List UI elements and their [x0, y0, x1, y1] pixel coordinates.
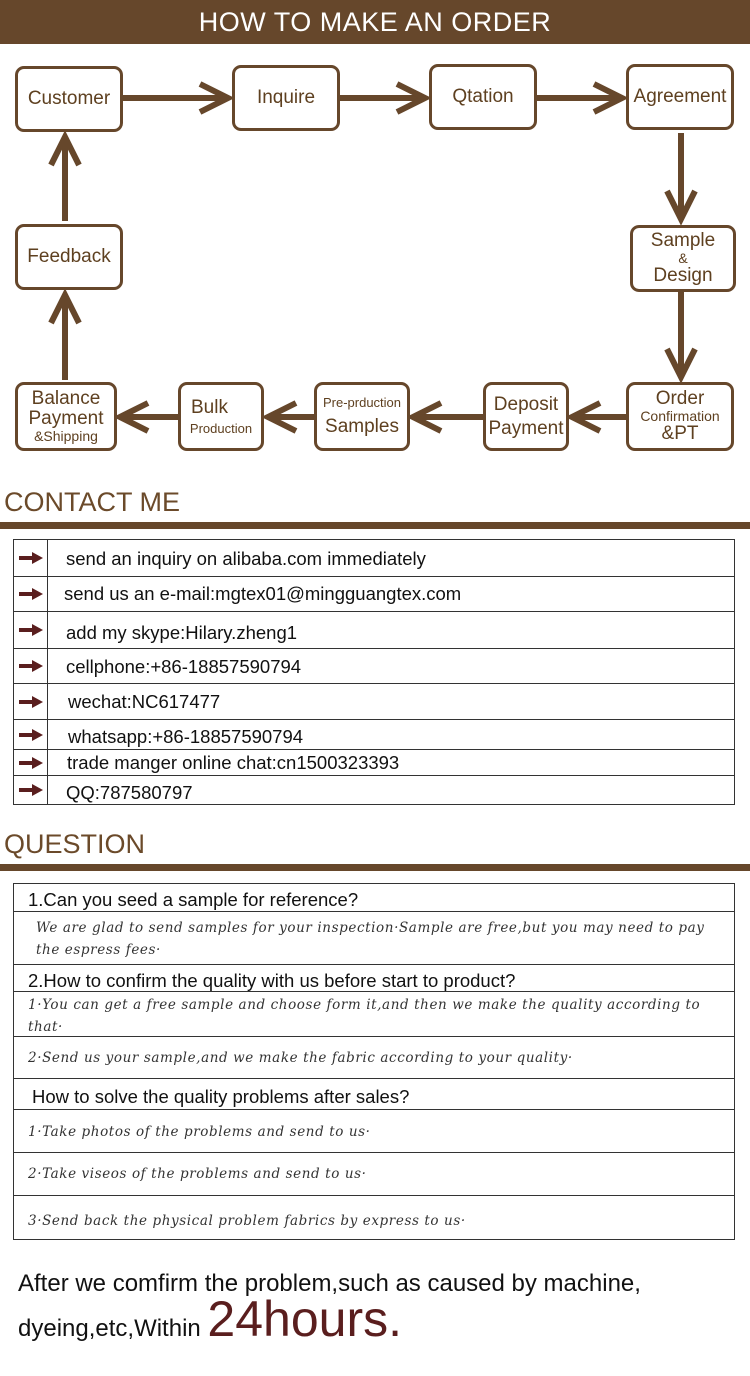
faq-answer-row [14, 1037, 734, 1079]
footer-line-2-prefix: dyeing,etc,Within [18, 1315, 208, 1342]
flow-step-deposit-payment [483, 382, 569, 451]
arrow-right-icon [19, 784, 43, 796]
faq-answer-3-1: 1·Take photos of the problems and send to us· [28, 1124, 371, 1140]
contact-bullet [14, 684, 48, 719]
contact-cellphone[interactable]: cellphone:+86-18857590794 [66, 656, 302, 677]
faq-answer-2-2: 2·Send us your sample,and we make the fabric according to your quality· [28, 1050, 573, 1066]
flow-step-label: Qtation [452, 86, 514, 108]
faq-question-1: 1.Can you seed a sample for reference? [28, 889, 359, 910]
arrow-right-icon [19, 588, 43, 600]
flow-step-label: Customer [27, 88, 111, 110]
faq-question-row [14, 884, 734, 912]
flow-step-label: Production [189, 420, 253, 436]
flow-step-feedback [15, 224, 123, 290]
flow-step-label: Feedback [27, 246, 111, 268]
faq-answer-2-1: 1·You can get a free sample and choose form it,and then we make the quality according to that· [28, 997, 701, 1035]
contact-wechat[interactable]: wechat:NC617477 [68, 691, 221, 712]
contact-whatsapp[interactable]: whatsapp:+86-18857590794 [68, 726, 304, 747]
contact-email[interactable]: send us an e-mail:mgtex01@mingguangtex.com [64, 583, 462, 604]
contact-table [13, 539, 735, 805]
faq-question-row [14, 965, 734, 992]
faq-answer-1: We are glad to send samples for your inspection·Sample are free,but you may need to pay the espress fees· [36, 920, 705, 958]
contact-row [14, 720, 734, 750]
flow-step-label: &PT [661, 422, 699, 444]
contact-row [14, 612, 734, 649]
footer-suffix: . [388, 1291, 403, 1347]
flow-step-label: Pre-prduction [322, 394, 402, 410]
contact-skype[interactable]: add my skype:Hilary.zheng1 [66, 622, 298, 643]
flow-step-label: Bulk [191, 396, 228, 418]
question-rule [0, 864, 750, 871]
flow-step-label: Design [653, 264, 713, 286]
footer-line-1: After we comfirm the problem,such as caused by machine, [18, 1270, 641, 1297]
flow-step-label: Agreement [633, 86, 727, 108]
flow-step-agreement [626, 64, 734, 130]
flow-step-bulk-production [178, 382, 264, 451]
faq-answer-row [14, 1110, 734, 1153]
arrow-right-icon [19, 552, 43, 564]
arrow-right-icon [19, 624, 43, 636]
contact-alibaba-inquiry[interactable]: send an inquiry on alibaba.com immediately [66, 548, 426, 569]
faq-answer-row [14, 912, 734, 965]
flow-step-label: Sample [650, 230, 716, 252]
contact-bullet [14, 577, 48, 611]
contact-row [14, 684, 734, 720]
faq-table [13, 883, 735, 1240]
contact-bullet [14, 649, 48, 683]
arrow-right-icon [19, 660, 43, 672]
flow-step-inquire [232, 65, 340, 131]
contact-bullet [14, 776, 48, 804]
flow-step-label: Order [655, 388, 705, 410]
flow-step-label: & [678, 250, 688, 267]
faq-answer-row [14, 1196, 734, 1239]
contact-row [14, 649, 734, 684]
contact-row [14, 540, 734, 577]
contact-bullet [14, 720, 48, 749]
faq-question-row [14, 1079, 734, 1110]
flow-step-label: &Shipping [34, 428, 98, 445]
contact-qq[interactable]: QQ:787580797 [66, 782, 193, 803]
footer-line-2 [18, 1290, 402, 1348]
faq-answer-row [14, 992, 734, 1037]
flow-step-quotation [429, 64, 537, 130]
footer-highlight: 24hours [207, 1291, 389, 1347]
contact-title: CONTACT ME [4, 487, 181, 517]
contact-row [14, 750, 734, 776]
flow-step-label: Balance [31, 388, 101, 410]
flow-step-sample-design [630, 225, 736, 292]
faq-answer-3-3: 3·Send back the physical problem fabrics by express to us· [28, 1213, 466, 1229]
page-banner [0, 0, 750, 44]
faq-question-2: 2.How to confirm the quality with us before start to product? [28, 970, 516, 991]
contact-bullet [14, 750, 48, 775]
arrow-right-icon [19, 729, 43, 741]
arrow-right-icon [19, 757, 43, 769]
flow-step-customer [15, 66, 123, 132]
flow-step-label: Deposit [493, 393, 559, 415]
flow-step-label: Payment [28, 408, 104, 430]
faq-question-3: How to solve the quality problems after sales? [32, 1086, 410, 1107]
arrow-right-icon [19, 696, 43, 708]
flow-step-label: Samples [325, 416, 399, 438]
flow-step-label: Inquire [256, 87, 316, 109]
contact-rule [0, 522, 750, 529]
flow-step-balance-payment [15, 382, 117, 451]
contact-bullet [14, 612, 48, 648]
banner-title: HOW TO MAKE AN ORDER [198, 7, 552, 37]
flow-step-label: Confirmation [640, 408, 720, 425]
contact-row [14, 577, 734, 612]
flow-step-label: Payment [488, 417, 564, 439]
contact-row [14, 776, 734, 804]
contact-bullet [14, 540, 48, 576]
faq-answer-3-2: 2·Take viseos of the problems and send to us· [28, 1166, 367, 1182]
contact-trade-manager[interactable]: trade manger online chat:cn1500323393 [67, 752, 400, 773]
question-title: QUESTION [4, 829, 146, 859]
flow-step-order-confirmation [626, 382, 734, 451]
faq-answer-row [14, 1153, 734, 1196]
flow-step-pre-production [314, 382, 410, 451]
